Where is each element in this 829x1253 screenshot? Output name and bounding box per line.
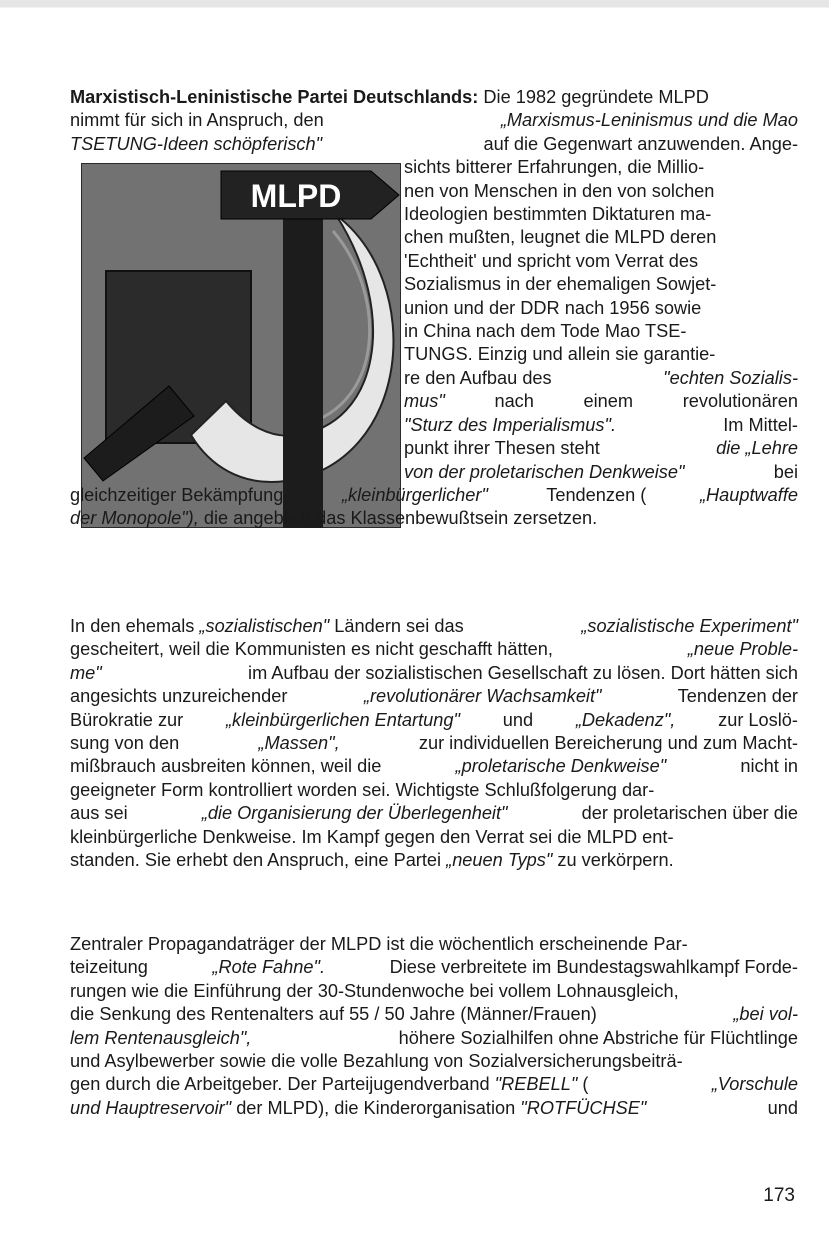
text-line	[404, 226, 798, 249]
text-segment-italic: der Monopole"),	[70, 508, 199, 529]
text-segment-italic: „neue Proble-	[687, 639, 798, 660]
text-segment: geeigneter Form kontrolliert worden sei. Wichtigste Schlußfolgerung dar-	[70, 779, 655, 800]
text-segment-italic: „Vorschule	[711, 1074, 798, 1095]
text-segment: auf die Gegenwart anzuwenden. Ange-	[478, 133, 798, 154]
text-line	[70, 1027, 798, 1050]
text-segment-italic: „Marxismus-Leninismus und die Mao	[500, 110, 798, 131]
text-line	[70, 956, 798, 979]
text-segment: standen. Sie erhebt den Anspruch, eine Partei	[70, 850, 447, 871]
text-line	[404, 437, 798, 460]
text-segment: Ländern sei das	[329, 616, 469, 636]
text-segment-italic: „kleinbürgerlichen Entartung"	[226, 709, 460, 730]
text-segment: Tendenzen der	[672, 686, 798, 707]
text-segment: In den ehemals	[70, 616, 200, 636]
text-segment-italic: "ROTFÜCHSE"	[520, 1097, 647, 1118]
text-line	[70, 685, 798, 708]
text-line	[70, 484, 798, 507]
text-segment: mißbrauch ausbreiten können, weil die	[70, 756, 387, 777]
text-line	[70, 507, 798, 530]
text-segment-italic: TSETUNG-Ideen schöpferisch"	[70, 133, 323, 154]
text-segment: und Asylbewerber sowie die volle Bezahlung von Sozialversicherungsbeiträ-	[70, 1051, 683, 1072]
text-line	[70, 849, 798, 872]
text-segment: nen von Menschen in den von solchen	[404, 180, 715, 201]
text-segment: der MLPD), die Kinderorganisation	[231, 1097, 521, 1118]
text-segment-italic: me"	[70, 662, 102, 683]
text-segment: die angeblich das Klassenbewußtsein zersetzen.	[198, 508, 598, 529]
text-segment: Im Mittel-	[718, 414, 798, 435]
text-segment-italic: „Hauptwaffe	[699, 484, 798, 505]
text-segment: Tendenzen (	[541, 484, 647, 505]
text-segment-italic: „revolutionärer Wachsamkeit"	[363, 686, 602, 707]
text-segment-italic: lem Rentenausgleich",	[70, 1027, 252, 1048]
text-line	[70, 615, 798, 638]
text-line	[70, 980, 798, 1003]
text-segment: der proletarischen über die	[576, 803, 798, 824]
text-line	[70, 709, 798, 732]
page-number: 173	[763, 1185, 795, 1206]
text-line	[70, 1097, 798, 1120]
text-line	[70, 755, 798, 778]
text-line	[70, 826, 798, 849]
text-segment: teizeitung	[70, 957, 153, 978]
text-segment-italic: „proletarische Denkweise"	[455, 756, 667, 777]
text-segment: 'Echtheit' und spricht vom Verrat des	[404, 250, 699, 271]
scan-top-edge-shadow	[0, 7, 829, 8]
text-segment-italic: „Massen",	[258, 733, 340, 754]
scan-top-edge	[0, 0, 829, 7]
text-segment: nicht in	[735, 756, 798, 777]
section-heading: Marxistisch-Leninistische Partei Deutschlands:	[70, 87, 479, 107]
text-line	[404, 414, 798, 437]
text-segment-italic: „kleinbürgerlicher"	[341, 484, 488, 505]
text-segment: höhere Sozialhilfen ohne Abstriche für Flüchtlinge	[393, 1027, 798, 1048]
text-segment: revolutionären	[682, 391, 798, 412]
text-segment: Die 1982 gegründete MLPD	[478, 87, 709, 107]
text-line	[70, 802, 798, 825]
text-line	[70, 732, 798, 755]
text-segment-italic: von der proletarischen Denkweise"	[404, 461, 685, 482]
text-line	[70, 1003, 798, 1026]
text-line	[404, 156, 798, 179]
text-segment: sichts bitterer Erfahrungen, die Millio-	[404, 157, 705, 178]
text-line	[70, 662, 798, 685]
text-line	[70, 779, 798, 802]
text-segment: gleichzeitiger Bekämpfung	[70, 484, 289, 505]
text-segment: bei	[768, 461, 798, 482]
text-segment: gescheitert, weil die Kommunisten es nicht geschafft hätten,	[70, 639, 558, 660]
emblem-label: MLPD	[250, 178, 342, 214]
text-line	[404, 180, 798, 203]
text-segment: Bürokratie zur	[70, 709, 189, 730]
text-segment: sung von den	[70, 733, 185, 754]
text-segment: in China nach dem Tode Mao TSE-	[404, 321, 687, 342]
text-segment: aus sei	[70, 803, 133, 824]
text-segment: Zentraler Propagandaträger der MLPD ist die wöchentlich erscheinende Par-	[70, 934, 688, 954]
text-segment: (	[577, 1074, 589, 1095]
text-segment-italic: "Sturz des Imperialismus".	[404, 414, 617, 435]
text-line	[70, 933, 798, 956]
text-segment-italic: und Hauptreservoir"	[70, 1097, 232, 1118]
text-line	[70, 1073, 798, 1096]
text-segment-italic: „Dekadenz",	[575, 709, 676, 730]
text-segment: Sozialismus in der ehemaligen Sowjet-	[404, 274, 717, 295]
text-segment: punkt ihrer Thesen steht	[404, 438, 605, 459]
text-segment-italic: "REBELL"	[494, 1074, 578, 1095]
text-segment: im Aufbau der sozialistischen Gesellschaft zu lösen. Dort hätten sich	[243, 662, 798, 683]
text-segment: die Senkung des Rentenalters auf 55 / 50 Jahre (Männer/Frauen)	[70, 1004, 602, 1025]
text-segment: chen mußten, leugnet die MLPD deren	[404, 227, 717, 248]
text-segment: zur Loslö-	[713, 709, 798, 730]
text-segment-italic: „Rote Fahne".	[212, 957, 326, 978]
text-segment: und	[762, 1097, 798, 1118]
text-line	[70, 133, 798, 156]
text-line	[70, 109, 798, 132]
paragraph-1	[70, 86, 798, 531]
text-segment: kleinbürgerliche Denkweise. Im Kampf gegen den Verrat sei die MLPD ent-	[70, 826, 674, 847]
text-line	[70, 1050, 798, 1073]
text-segment: rungen wie die Einführung der 30-Stundenwoche bei vollem Lohnausgleich,	[70, 980, 679, 1001]
text-line	[404, 390, 798, 413]
paragraph-2	[70, 615, 798, 872]
text-segment-italic: mus"	[404, 391, 445, 412]
text-segment: und	[497, 709, 539, 730]
text-line	[404, 343, 798, 366]
text-segment-italic: „neuen Typs"	[446, 850, 553, 871]
text-line	[404, 203, 798, 226]
text-segment-italic: „die Organisierung der Überlegenheit"	[201, 803, 508, 824]
text-segment: nimmt für sich in Anspruch, den	[70, 110, 329, 131]
text-segment-italic: „sozialistischen"	[199, 616, 330, 636]
text-line	[404, 250, 798, 273]
text-segment: Diese verbreitete im Bundestagswahlkampf Forde-	[384, 957, 798, 978]
text-segment: TUNGS. Einzig und allein sie garantie-	[404, 344, 716, 365]
text-line	[404, 461, 798, 484]
text-line	[70, 86, 798, 109]
text-segment: re den Aufbau des	[404, 367, 557, 388]
text-segment: union und der DDR nach 1956 sowie	[404, 297, 702, 318]
text-segment: Ideologien bestimmten Diktaturen ma-	[404, 204, 712, 225]
text-segment: zu verkörpern.	[552, 850, 674, 871]
text-segment: angesichts unzureichender	[70, 686, 293, 707]
text-line	[404, 273, 798, 296]
text-segment-italic: die „Lehre	[716, 438, 798, 459]
text-line	[404, 320, 798, 343]
text-segment: nach	[494, 391, 534, 412]
text-segment-italic: „sozialistische Experiment"	[581, 616, 798, 636]
text-line	[404, 297, 798, 320]
paragraph-3	[70, 933, 798, 1120]
text-segment: gen durch die Arbeitgeber. Der Parteijugendverband	[70, 1074, 495, 1095]
text-segment-italic: "echten Sozialis-	[663, 367, 798, 388]
text-line	[70, 638, 798, 661]
text-segment: zur individuellen Bereicherung und zum Macht-	[413, 733, 798, 754]
text-segment: einem	[583, 391, 634, 412]
text-line	[404, 367, 798, 390]
text-segment-italic: „bei vol-	[733, 1004, 798, 1025]
